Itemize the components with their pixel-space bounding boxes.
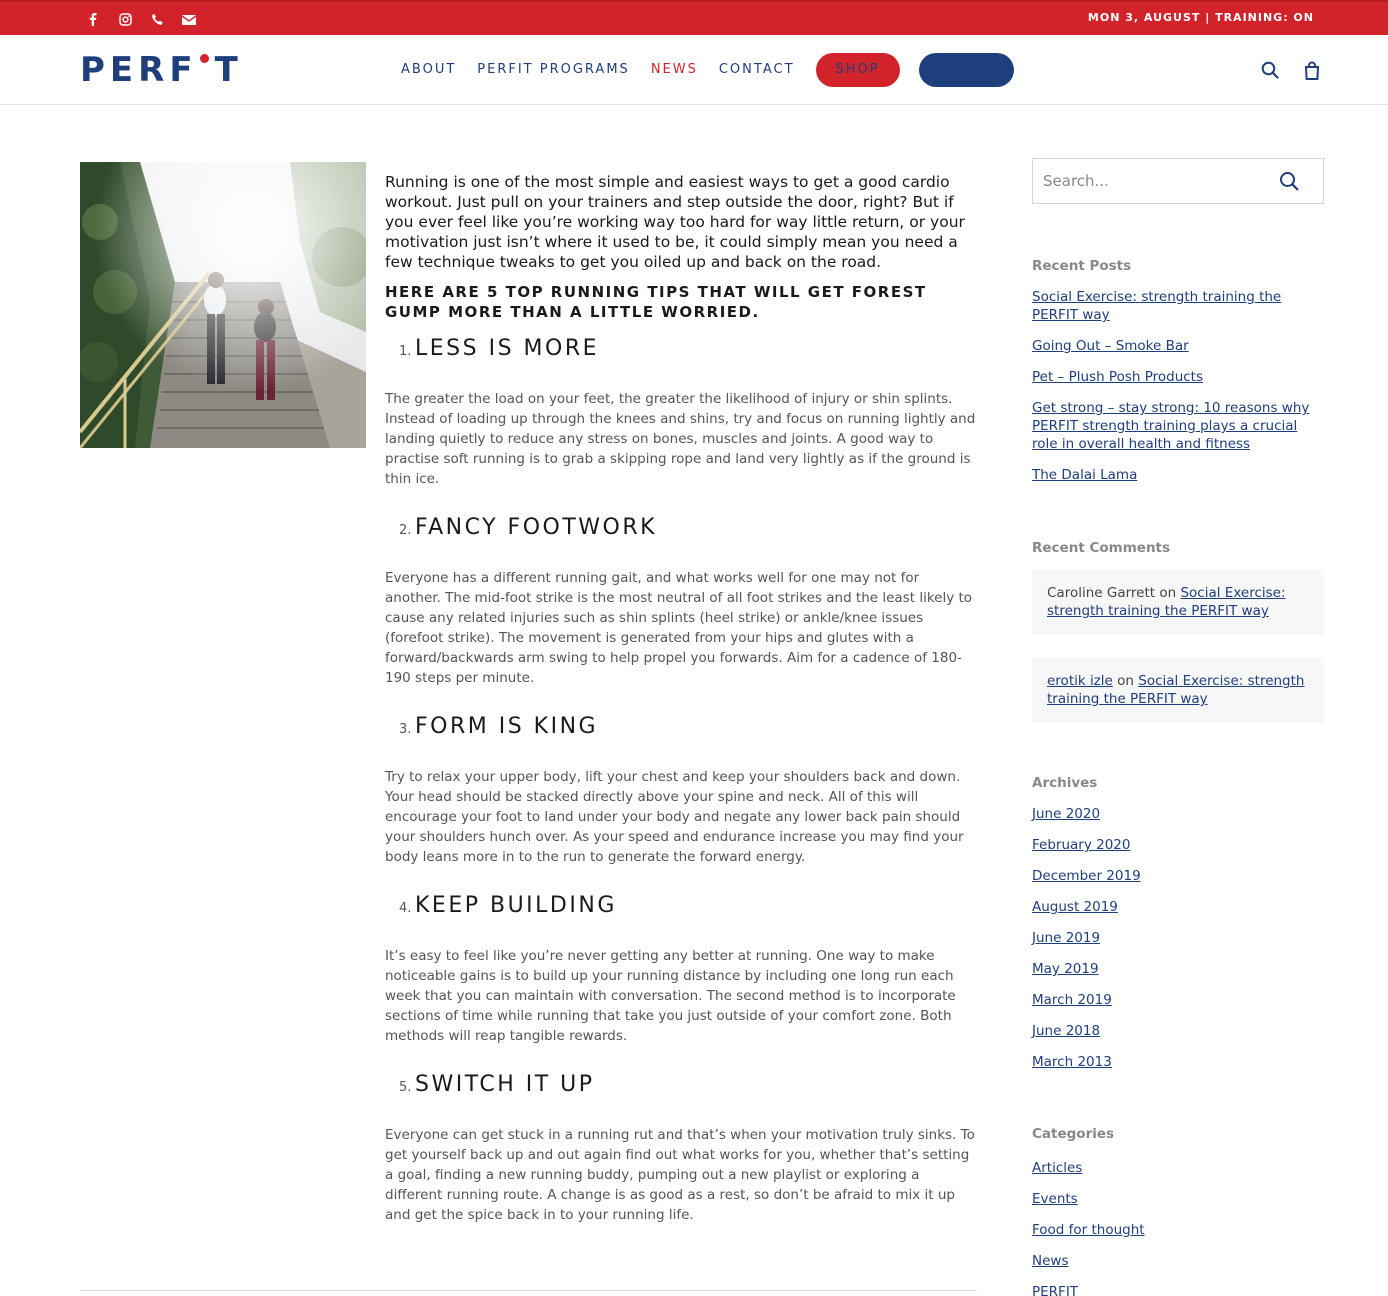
tip-item	[385, 714, 977, 867]
sidebar	[1032, 158, 1324, 1296]
article-image-stair-runners	[80, 162, 366, 448]
logo-text-left: PERF	[80, 50, 198, 90]
facebook-icon[interactable]	[84, 10, 102, 28]
site-logo[interactable]	[80, 50, 243, 90]
category-link[interactable]: Events	[1032, 1191, 1078, 1207]
archives-widget	[1032, 775, 1324, 1071]
tip-body: Try to relax your upper body, lift your chest and keep your shoulders back and down. Your head should be stacked directly above your spine and neck. All of this will encourage your foot to land under your body and negate any lower back pain should your shoulders hunch over. As your speed and endurance increase you may find your body leans more in to the run to generate the forward energy.	[385, 769, 964, 865]
nav-perfit-programs[interactable]: PERFIT PROGRAMS	[477, 62, 630, 77]
search-input[interactable]: Search...	[1043, 172, 1109, 190]
email-icon[interactable]	[180, 10, 198, 28]
comment-on: on	[1155, 585, 1181, 601]
archive-link[interactable]: June 2018	[1032, 1023, 1101, 1039]
recent-post-link[interactable]: Pet – Plush Posh Products	[1032, 369, 1204, 385]
top-bar	[0, 0, 1388, 35]
category-link[interactable]: Food for thought	[1032, 1222, 1145, 1238]
category-link[interactable]: Articles	[1032, 1160, 1083, 1176]
categories-widget	[1032, 1126, 1324, 1296]
recent-post-link[interactable]: Going Out – Smoke Bar	[1032, 338, 1189, 354]
comment-post-link[interactable]: Social Exercise: strength training the PERFIT way	[1047, 585, 1286, 619]
main-nav	[401, 53, 1035, 87]
site-header	[0, 35, 1388, 105]
tip-body: The greater the load on your feet, the greater the likelihood of injury or shin splints. Instead of loading up through the knees and shins, try and focus on running lightly and landing quietly to reduce any stress on bones, muscles and joints. A good way to practise soft running is to grab a skipping rope and land very lightly as if the ground is thin ice.	[385, 391, 976, 487]
recent-post-link[interactable]: The Dalai Lama	[1032, 467, 1138, 483]
login-button[interactable]: LOG IN	[919, 53, 1014, 87]
logo-dot	[200, 54, 209, 63]
nav-news[interactable]: NEWS	[650, 62, 698, 77]
recent-post-link[interactable]: Get strong – stay strong: 10 reasons why PERFIT strength training plays a crucial role in overall health and fitness	[1032, 400, 1310, 452]
tip-number: 3.	[399, 722, 412, 737]
archive-link[interactable]: August 2019	[1032, 899, 1118, 915]
recent-comments-widget	[1032, 540, 1324, 723]
archive-link[interactable]: June 2020	[1032, 806, 1101, 822]
article-subhead: HERE ARE 5 TOP RUNNING TIPS THAT WILL GET FOREST GUMP MORE THAN A LITTLE WORRIED.	[385, 283, 927, 321]
comment-post-link[interactable]: Social Exercise: strength training the PERFIT way	[1047, 673, 1305, 707]
archive-link[interactable]: December 2019	[1032, 868, 1141, 884]
archive-link[interactable]: February 2020	[1032, 837, 1131, 853]
tip-heading	[399, 893, 977, 927]
tip-heading	[399, 714, 977, 748]
nav-about[interactable]: ABOUT	[401, 62, 457, 77]
training-status: MON 3, AUGUST | TRAINING: ON	[1087, 11, 1314, 24]
tip-title: LESS IS MORE	[415, 336, 600, 361]
archive-link[interactable]: May 2019	[1032, 961, 1099, 977]
tip-item	[385, 336, 977, 489]
article-lead: Running is one of the most simple and easiest ways to get a good cardio workout. Just pull on your trainers and step outside the door, right? But if you ever feel like you’re working way too hard for way little return, or your motivation just isn’t where it used to be, it could simply mean you need a few technique tweaks to get you oiled up and back on the road.	[385, 173, 965, 271]
tip-title: KEEP BUILDING	[415, 893, 617, 918]
comment-item	[1032, 657, 1324, 723]
tip-item	[385, 515, 977, 688]
tip-title: FANCY FOOTWORK	[415, 515, 658, 540]
tip-body: It’s easy to feel like you’re never getting any better at running. One way to make noticeable gains is to build up your running distance by including one long run each week that you can maintain with conversation. The second method is to incorporate sections of time while running that take you just outside of your comfort zone. Both methods will reap tangible rewards.	[385, 948, 956, 1044]
widget-title: Archives	[1032, 775, 1098, 791]
logo-text-right: T	[214, 50, 243, 90]
widget-title: Recent Posts	[1032, 258, 1132, 274]
sidebar-search[interactable]	[1032, 158, 1324, 204]
article-divider	[80, 1290, 977, 1291]
comment-item	[1032, 569, 1324, 635]
widget-title: Categories	[1032, 1126, 1115, 1142]
instagram-icon[interactable]	[116, 10, 134, 28]
tip-number: 2.	[399, 523, 412, 538]
tip-heading	[399, 336, 977, 370]
tip-number: 1.	[399, 344, 412, 359]
social-links	[84, 10, 198, 28]
comment-author: Caroline Garrett	[1047, 585, 1156, 601]
archive-link[interactable]: March 2013	[1032, 1054, 1112, 1070]
tip-title: FORM IS KING	[415, 714, 599, 739]
tip-body: Everyone has a different running gait, and what works well for one may not for another. The mid-foot strike is the most neutral of all foot strikes and the least likely to cause any related injuries such as shin splints (heel strike) or ankle/knee issues (forefoot strike). The movement is generated from your hips and glutes with a forward/backwards arm swing to help propel you forwards. Aim for a cadence of 180-190 steps per minute.	[385, 570, 973, 686]
search-icon[interactable]	[1260, 59, 1280, 81]
tip-item	[385, 893, 977, 1046]
category-link[interactable]: PERFIT	[1032, 1284, 1079, 1296]
tip-title: SWITCH IT UP	[415, 1072, 595, 1097]
tip-number: 5.	[399, 1080, 412, 1095]
widget-title: Recent Comments	[1032, 540, 1171, 556]
archive-link[interactable]: March 2019	[1032, 992, 1112, 1008]
search-icon[interactable]	[1279, 171, 1299, 195]
category-link[interactable]: News	[1032, 1253, 1069, 1269]
archive-link[interactable]: June 2019	[1032, 930, 1101, 946]
article-body	[385, 172, 977, 1225]
phone-icon[interactable]	[148, 10, 166, 28]
comment-author-link[interactable]: erotik izle	[1047, 673, 1113, 689]
comment-on: on	[1112, 673, 1139, 689]
tip-number: 4.	[399, 901, 412, 916]
nav-contact[interactable]: CONTACT	[718, 62, 795, 77]
tip-heading	[399, 515, 977, 549]
recent-posts-widget	[1032, 258, 1324, 484]
tip-item	[385, 1072, 977, 1225]
tip-heading	[399, 1072, 977, 1106]
cart-bag-icon[interactable]	[1302, 59, 1322, 81]
shop-button[interactable]: SHOP	[816, 53, 900, 87]
tip-body: Everyone can get stuck in a running rut and that’s when your motivation truly sinks. To get yourself back up and out again find out what works for you, whether that’s setting a goal, finding a new running buddy, pumping out a new playlist or exploring a different running route. A change is as good as a rest, so don’t be afraid to mix it up and get the spice back in to your running life.	[385, 1127, 975, 1223]
recent-post-link[interactable]: Social Exercise: strength training the PERFIT way	[1032, 289, 1282, 323]
header-icons	[1260, 59, 1322, 81]
